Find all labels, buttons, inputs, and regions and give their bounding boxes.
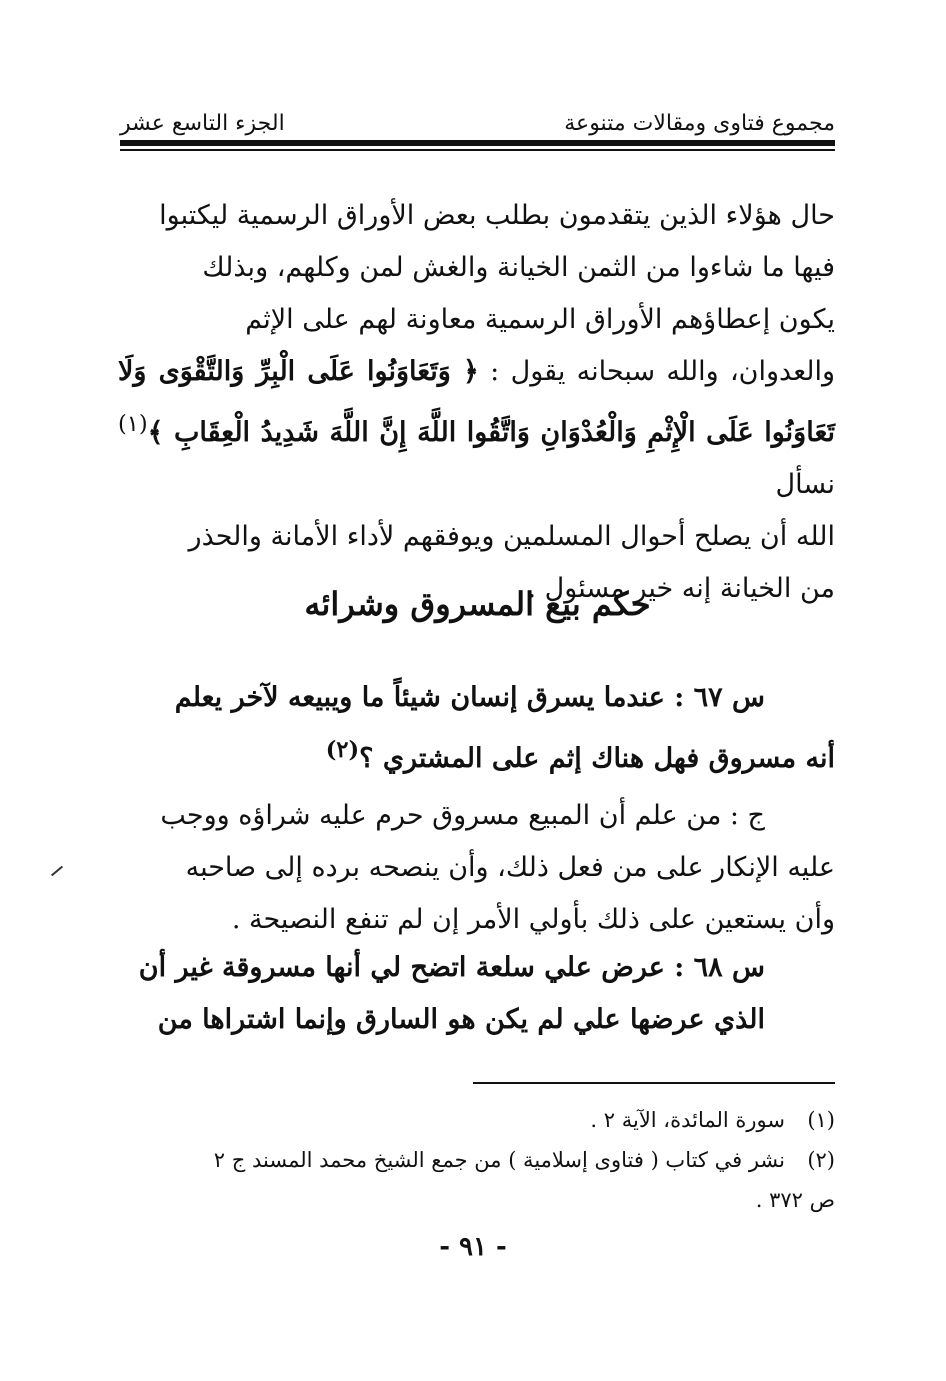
body-text-segment: نسأل bbox=[775, 469, 835, 500]
quran-verse: ﴿ وَتَعَاوَنُوا عَلَى الْبِرِّ وَالتَّقْوَى وَلَا تَعَاوَنُوا عَلَى الْإِثْمِ وَالْعُدْوَانِ وَاتَّقُوا اللَّهَ إِنَّ اللَّهَ شَدِيدُ الْعِقَابِ ﴾ bbox=[118, 356, 835, 448]
answer-line: ج : من علم أن المبيع مسروق حرم عليه شراؤه ووجب bbox=[160, 800, 765, 831]
body-line: فيها ما شاءوا من الثمن الخيانة والغش لمن وكلهم، وبذلك bbox=[202, 252, 835, 283]
footnote-ref: (١) bbox=[118, 411, 148, 437]
header-rule-thick bbox=[120, 140, 835, 146]
body-line-with-verse bbox=[118, 346, 835, 511]
stray-mark bbox=[51, 866, 63, 877]
volume-label: الجزء التاسع عشر bbox=[120, 111, 285, 136]
footnote-number: (٢) bbox=[807, 1148, 835, 1172]
body-text-segment: والعدوان، والله سبحانه يقول : bbox=[490, 356, 835, 387]
section-heading: حكم بيع المسروق وشرائه bbox=[304, 585, 651, 623]
footnote-number: (١) bbox=[807, 1108, 835, 1132]
footnotes bbox=[118, 1100, 835, 1220]
footnote-continuation bbox=[118, 1180, 835, 1220]
question-line bbox=[118, 724, 835, 785]
question-67 bbox=[118, 672, 835, 785]
footnote bbox=[118, 1140, 835, 1180]
body-line: الله أن يصلح أحوال المسلمين ويوفقهم لأداء الأمانة والحذر bbox=[188, 521, 835, 552]
body-line: يكون إعطاؤهم الأوراق الرسمية معاونة لهم على الإثم bbox=[245, 304, 835, 335]
question-line: س ٦٧ : عندما يسرق إنسان شيئاً ما ويبيعه لآخر يعلم bbox=[174, 682, 765, 713]
answer-line: عليه الإنكار على من فعل ذلك، وأن ينصحه برده إلى صاحبه bbox=[185, 852, 835, 883]
footnote-ref: (٢) bbox=[325, 737, 360, 763]
footnote-text: نشر في كتاب ( فتاوى إسلامية ) من جمع الشيخ محمد المسند ج ٢ bbox=[213, 1148, 785, 1172]
answer-line: وأن يستعين على ذلك بأولي الأمر إن لم تنفع النصيحة . bbox=[231, 904, 835, 935]
footnote-text: ص ٣٧٢ . bbox=[755, 1188, 835, 1212]
header-rule-thin bbox=[120, 149, 835, 151]
page-number: - ٩١ - bbox=[439, 1232, 507, 1262]
running-header bbox=[120, 100, 835, 136]
question-line: الذي عرضها علي لم يكن هو السارق وإنما اشتراها من bbox=[157, 1004, 765, 1035]
footnote bbox=[118, 1100, 835, 1140]
body-line: من الخيانة إنه خير مسئول . bbox=[527, 573, 835, 604]
question-68 bbox=[118, 942, 835, 1046]
body-paragraph bbox=[118, 190, 835, 615]
answer-67 bbox=[118, 790, 835, 946]
footnote-text: سورة المائدة، الآية ٢ . bbox=[590, 1108, 785, 1132]
question-text: أنه مسروق فهل هناك إثم على المشتري ؟ bbox=[359, 743, 835, 774]
footnote-separator bbox=[473, 1082, 835, 1084]
body-line: حال هؤلاء الذين يتقدمون بطلب بعض الأوراق الرسمية ليكتبوا bbox=[159, 200, 835, 231]
question-line: س ٦٨ : عرض علي سلعة اتضح لي أنها مسروقة غير أن bbox=[138, 952, 765, 983]
book-title: مجموع فتاوى ومقالات متنوعة bbox=[564, 111, 835, 136]
